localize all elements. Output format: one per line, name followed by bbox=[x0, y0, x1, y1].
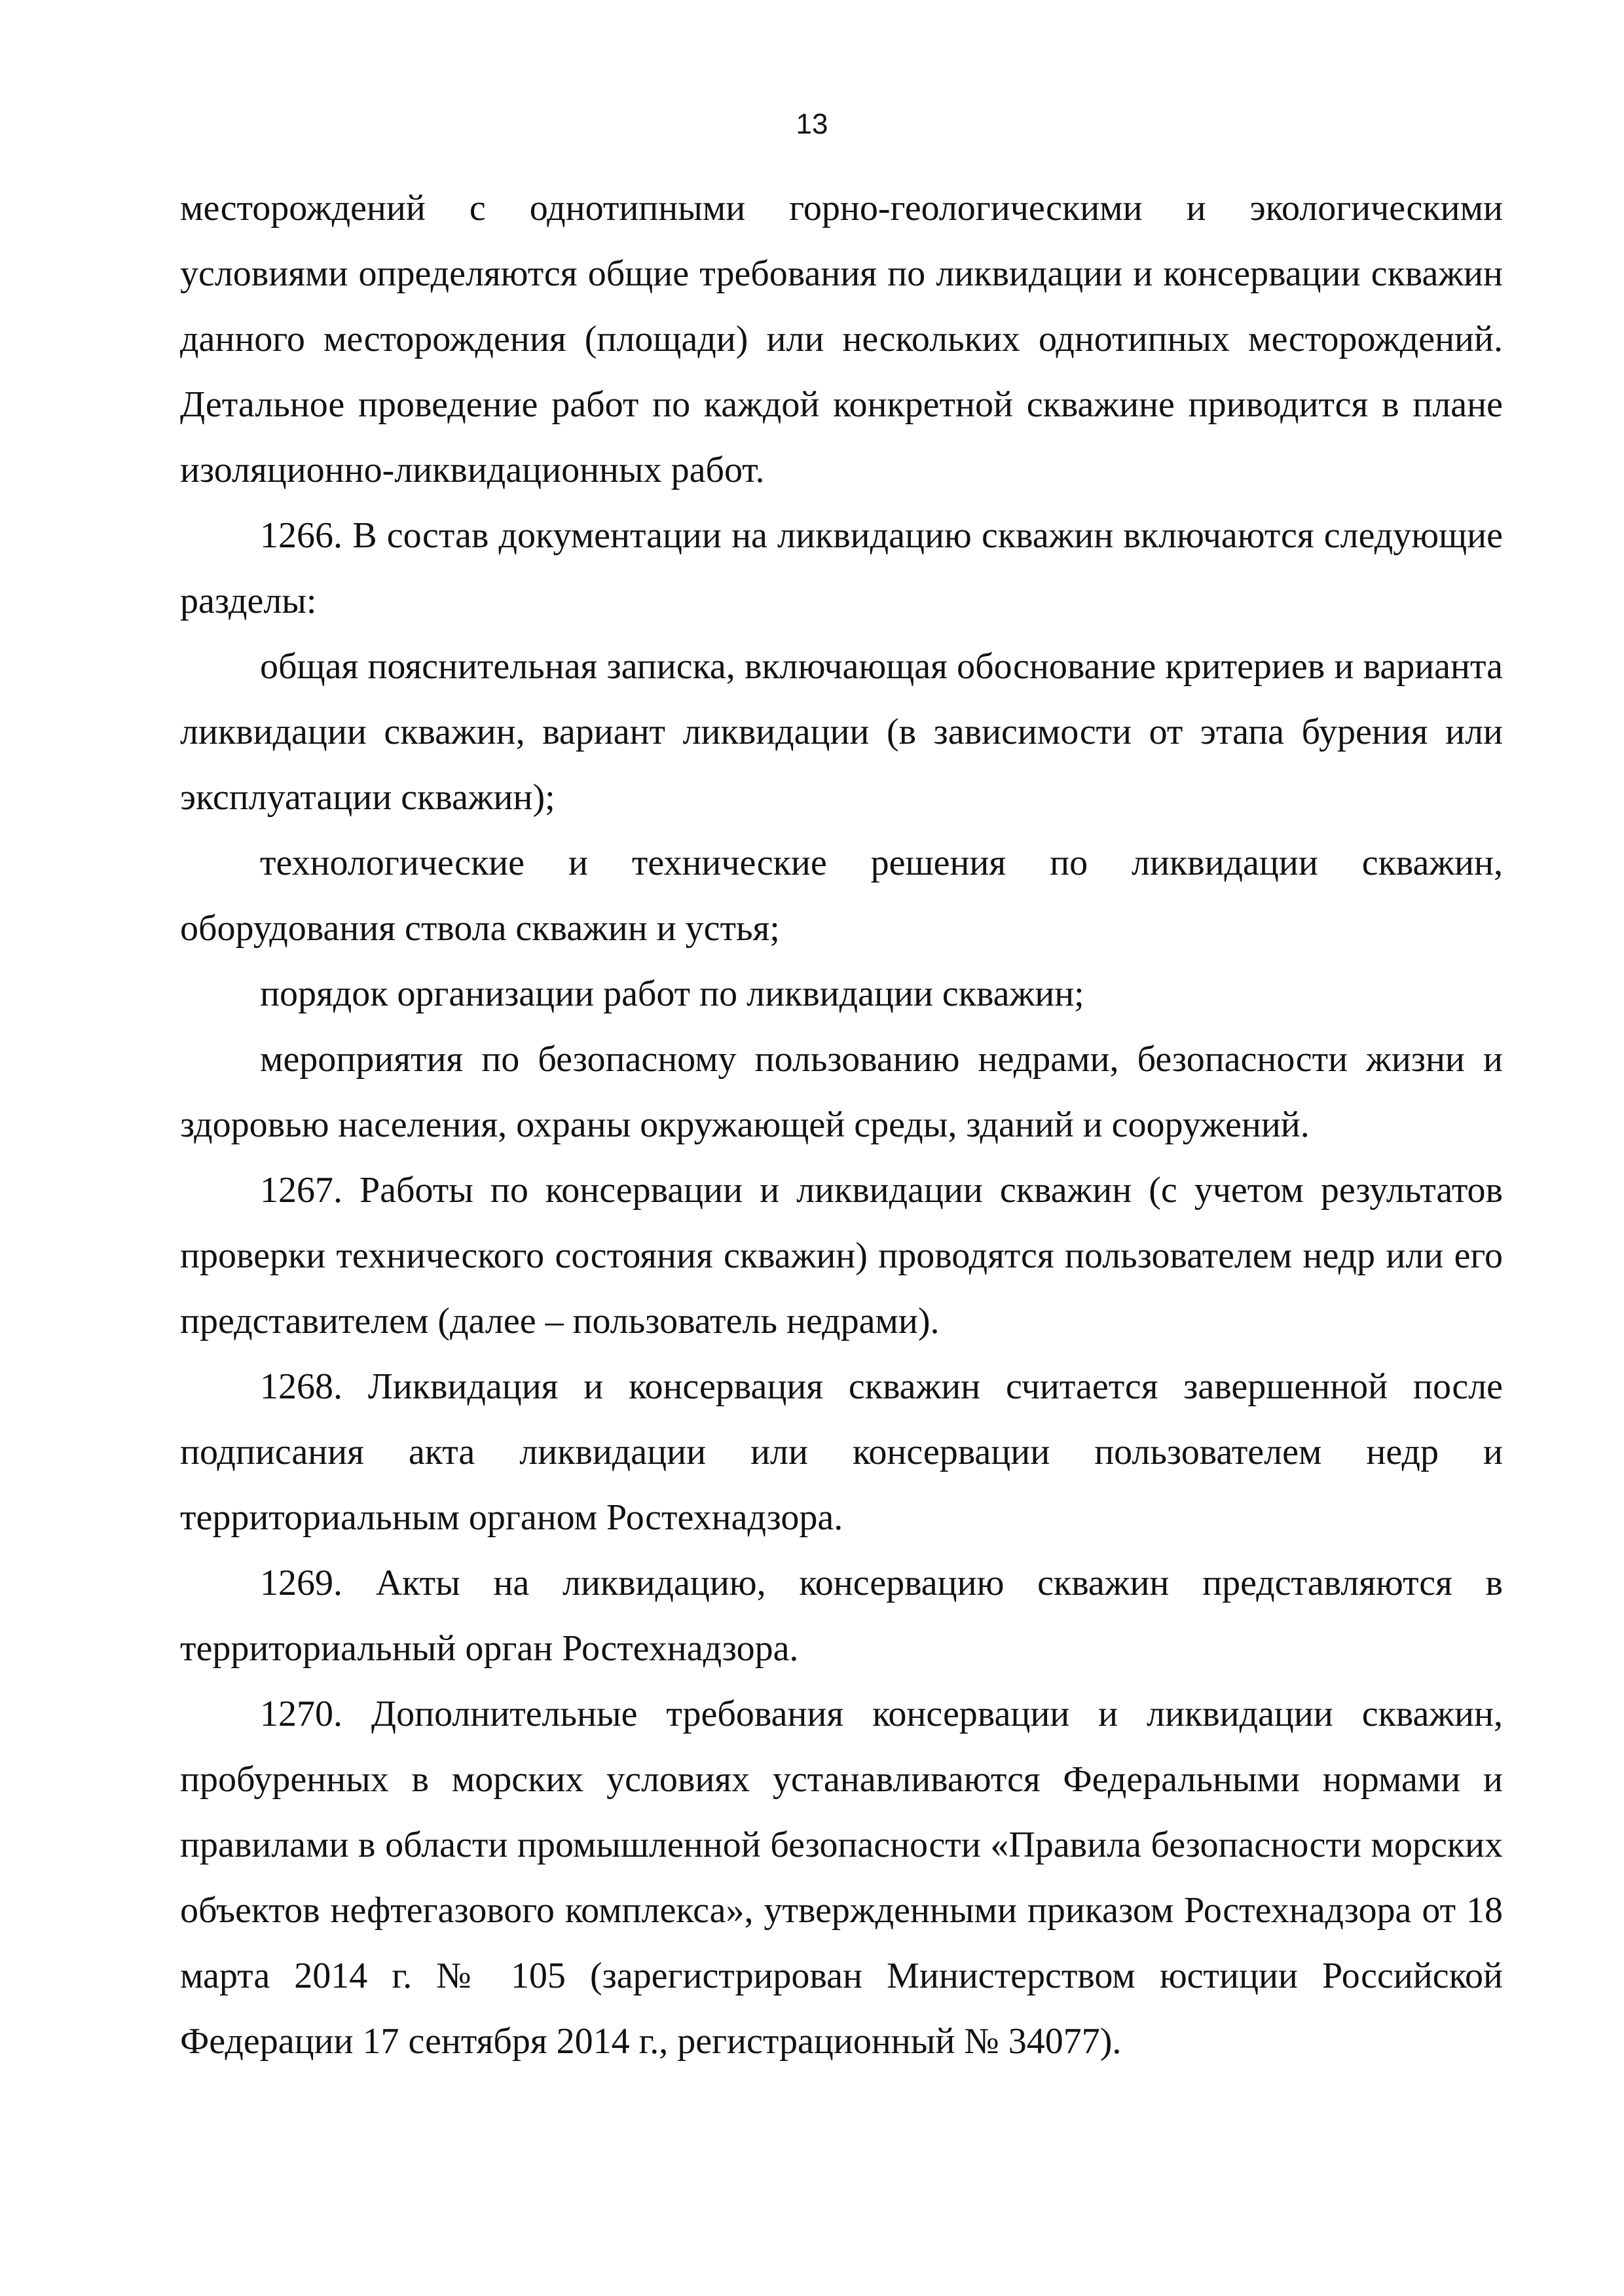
paragraph-1270: 1270. Дополнительные требования консервации и ликвидации скважин, пробуренных в морских условиях устанавливаются Федеральными нормами и правилами в области промышленной безопасности «Правила безопасности морских объектов нефтегазового комплекса», утвержденными приказом Ростехнадзора от 18 марта 2014 г. № 105 (зарегистрирован Министерством юстиции Российской Федерации 17 сентября 2014 г., регистрационный № 34077). bbox=[180, 1694, 1503, 2062]
list-item-work-organization: порядок организации работ по ликвидации скважин; bbox=[260, 974, 1084, 1014]
document-body bbox=[180, 175, 1503, 2074]
paragraph-1266: 1266. В состав документации на ликвидацию скважин включаются следующие разделы: bbox=[180, 515, 1503, 621]
list-item-explanatory-note: общая пояснительная записка, включающая обоснование критериев и варианта ликвидации скважин, вариант ликвидации (в зависимости от этапа бурения или эксплуатации скважин); bbox=[180, 646, 1503, 818]
paragraph-1267: 1267. Работы по консервации и ликвидации скважин (с учетом результатов проверки технического состояния скважин) проводятся пользователем недр или его представителем (далее – пользователь недрами). bbox=[180, 1170, 1503, 1341]
list-item-safety-measures: мероприятия по безопасному пользованию недрами, безопасности жизни и здоровью населения, охраны окружающей среды, зданий и сооружений. bbox=[180, 1039, 1503, 1145]
paragraph-1268: 1268. Ликвидация и консервация скважин считается завершенной после подписания акта ликвидации или консервации пользователем недр и территориальным органом Ростехнадзора. bbox=[180, 1366, 1503, 1538]
list-item-technical-solutions: технологические и технические решения по ликвидации скважин, оборудования ствола скважин и устья; bbox=[180, 843, 1503, 949]
page-number: 13 bbox=[796, 108, 828, 140]
paragraph-1269: 1269. Акты на ликвидацию, консервацию скважин представляются в территориальный орган Ростехнадзора. bbox=[180, 1563, 1503, 1669]
paragraph-continuation: месторождений с однотипными горно-геологическими и экологическими условиями определяются общие требования по ликвидации и консервации скважин данного месторождения (площади) или нескольких однотипных месторождений. Детальное проведение работ по каждой конкретной скважине приводится в плане изоляционно-ликвидационных работ. bbox=[180, 188, 1503, 490]
